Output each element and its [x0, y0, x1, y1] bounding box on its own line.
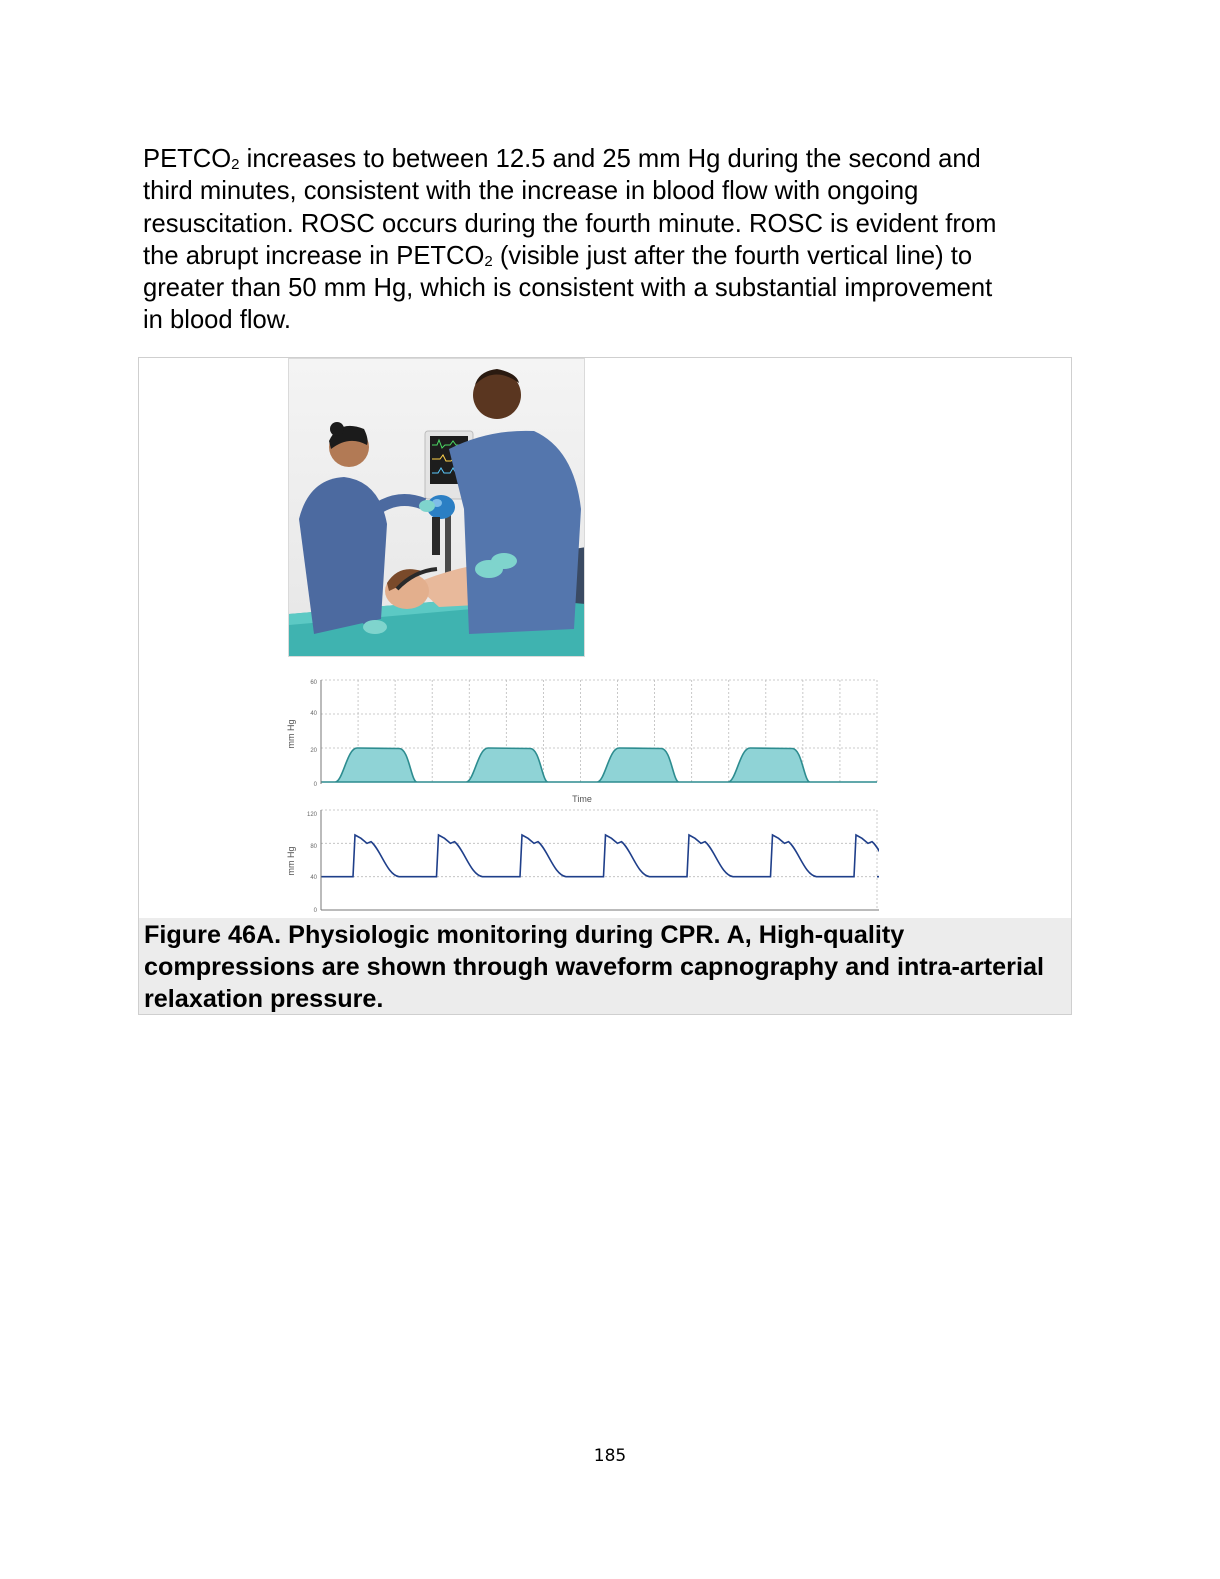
y-axis-label: mm Hg — [286, 719, 296, 749]
text-line-1: increases to between 12.5 and 25 mm Hg during the second and — [239, 145, 981, 173]
y-tick-120: 120 — [306, 812, 317, 818]
subscript-2: 2 — [484, 252, 493, 270]
y-tick-80: 80 — [310, 844, 317, 850]
capnography-waveform — [321, 748, 877, 782]
subscript-2: 2 — [231, 156, 240, 173]
y-tick-40: 40 — [310, 711, 317, 717]
arterial-pressure-chart — [279, 806, 879, 918]
figure-caption: Figure 46A. Physiologic monitoring during CPR. A, High-quality compressions are shown through waveform capnography and intra-arterial relaxation pressure. — [139, 918, 1071, 1014]
arterial-grid — [321, 810, 877, 910]
text-line-4: the abrupt increase in PETCO — [143, 241, 485, 270]
arterial-pressure-waveform — [321, 835, 879, 877]
body-paragraph — [143, 143, 1083, 337]
y-tick-20: 20 — [310, 748, 317, 754]
y-tick-40: 40 — [310, 875, 317, 881]
text-line-5: greater than 50 mm Hg, which is consistent with a substantial improvement — [143, 274, 993, 303]
y-tick-0: 0 — [313, 782, 317, 788]
y-tick-0: 0 — [313, 908, 317, 914]
y-axis-label: mm Hg — [286, 846, 296, 876]
text-petco2: PETCO — [143, 145, 232, 173]
page-number: 185 — [593, 1446, 627, 1466]
y-tick-60: 60 — [310, 680, 317, 686]
text-line-4-end: (visible just after the fourth vertical line) to — [492, 241, 973, 270]
text-line-6: in blood flow. — [143, 306, 291, 335]
capnography-chart — [279, 674, 879, 810]
x-axis-label: Time — [572, 794, 592, 804]
cpr-illustration — [288, 358, 585, 657]
figure-46a — [138, 357, 1072, 1015]
text-line-2: third minutes, consistent with the increase in blood flow with ongoing — [143, 177, 919, 206]
text-line-3: resuscitation. ROSC occurs during the fourth minute. ROSC is evident from — [143, 209, 997, 238]
